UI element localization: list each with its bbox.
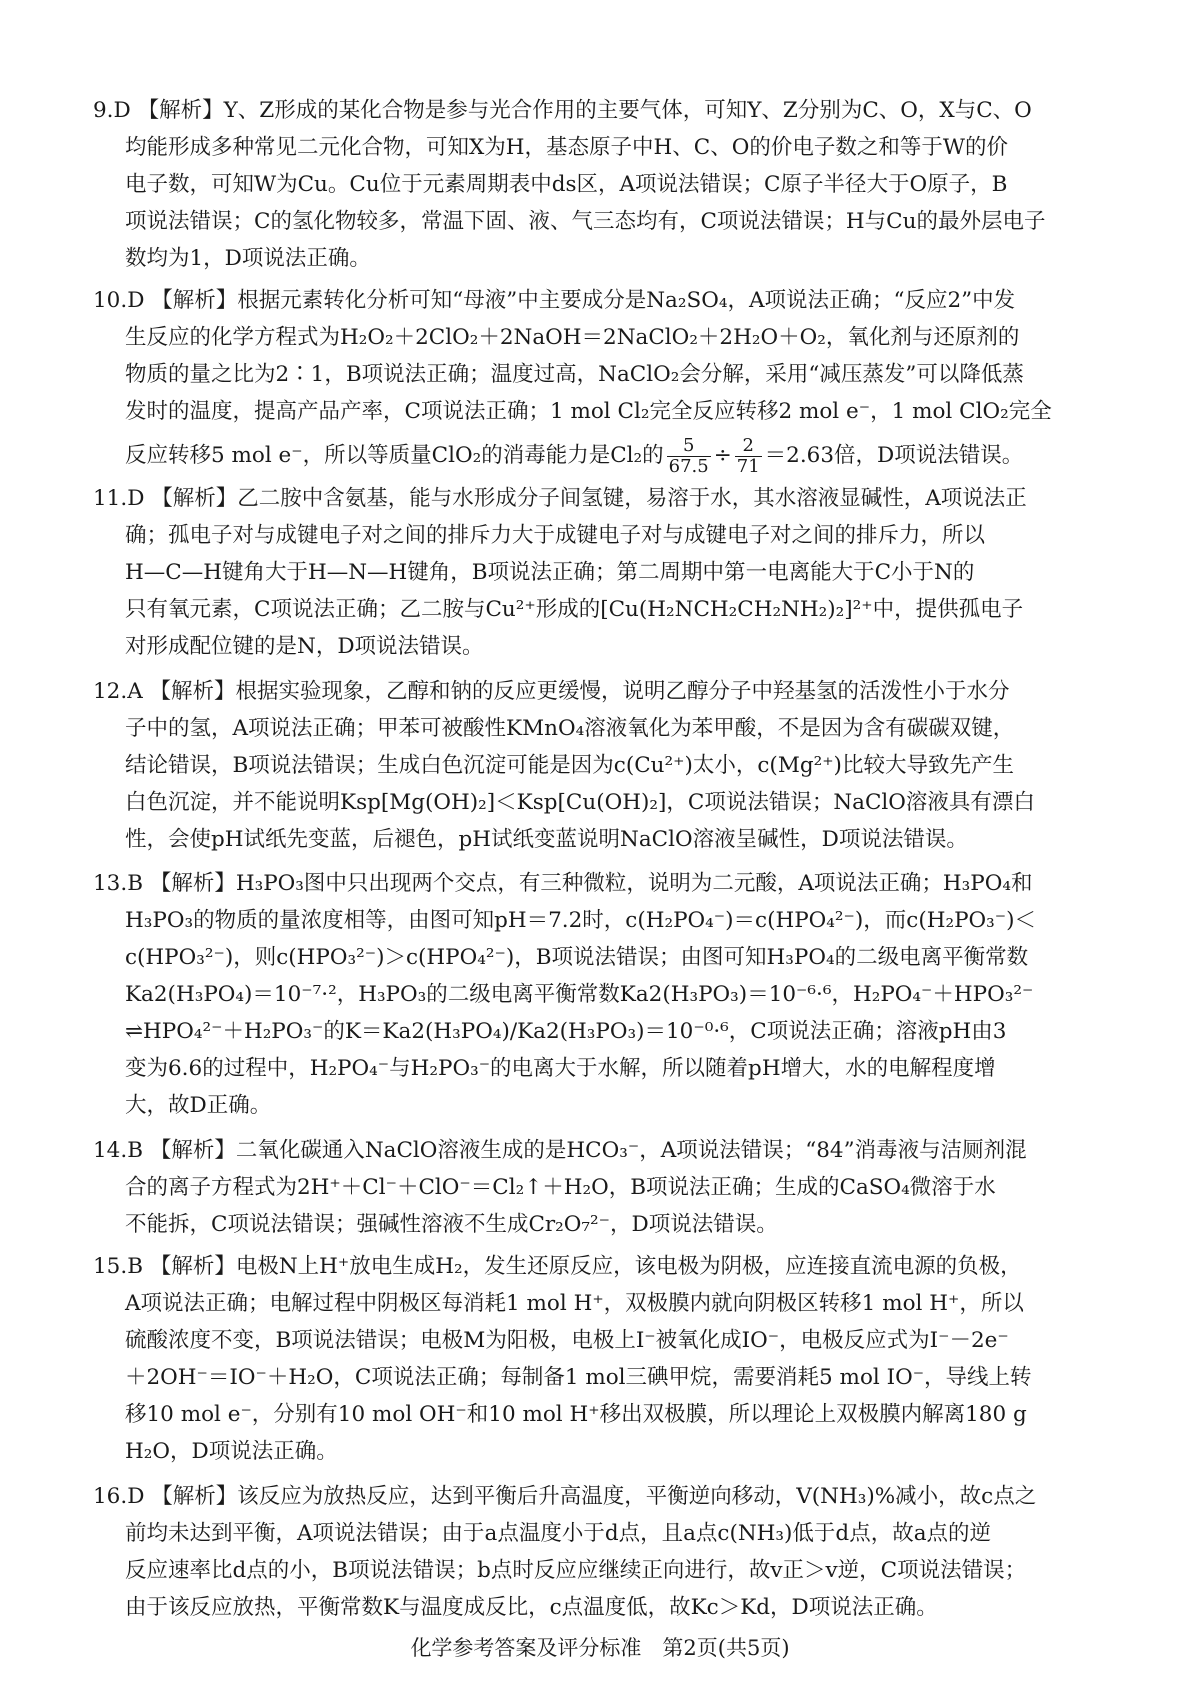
text-line: 生反应的化学方程式为H₂O₂＋2ClO₂＋2NaOH＝2NaClO₂＋2H₂O＋O₂，氧化剂与还原剂的 [125,325,1020,350]
text-line: 由于该反应放热，平衡常数K与温度成反比，c点温度低，故Kc＞Kd，D项说法正确。 [125,1595,938,1620]
answer-item-10 [93,282,1125,482]
text-line: 性，会使pH试纸先变蓝，后褪色，pH试纸变蓝说明NaClO溶液呈碱性，D项说法错误。 [125,827,968,852]
text-line: 10.D 【解析】根据元素转化分析可知“母液”中主要成分是Na₂SO₄，A项说法正确；“反应2”中发 [93,288,1016,313]
answer-item-9 [93,92,1125,277]
answer-item-16 [93,1478,1125,1626]
answer-item-12 [93,673,1125,858]
text-line: 硫酸浓度不变，B项说法错误；电极M为阳极，电极上I⁻被氧化成IO⁻，电极反应式为I⁻－2e⁻ [125,1328,1009,1353]
text-line: 物质的量之比为2∶1，B项说法正确；温度过高，NaClO₂会分解，采用“减压蒸发”可以降低蒸 [125,362,1024,387]
fraction-denominator: 71 [736,455,760,477]
text-line: 白色沉淀，并不能说明Ksp[Mg(OH)₂]＜Ksp[Cu(OH)₂]，C项说法错误；NaClO溶液具有漂白 [125,790,1035,815]
answer-item-13 [93,865,1125,1124]
answer-item-14 [93,1132,1125,1243]
text-line: 9.D 【解析】Y、Z形成的某化合物是参与光合作用的主要气体，可知Y、Z分别为C、O，X与C、O [93,98,1032,123]
answer-item-11 [93,480,1125,665]
fraction-line [93,430,1125,482]
text-line: 11.D 【解析】乙二胺中含氨基，能与水形成分子间氢键，易溶于水，其水溶液显碱性，A项说法正 [93,486,1027,511]
text-line: A项说法正确；电解过程中阴极区每消耗1 mol H⁺，双极膜内就向阴极区转移1 mol H⁺，所以 [125,1291,1024,1316]
text-line: 对形成配位键的是N，D项说法错误。 [125,634,484,659]
text-line: 发时的温度，提高产品产率，C项说法正确；1 mol Cl₂完全反应转移2 mol e⁻，1 mol ClO₂完全 [125,399,1052,424]
text-line: 反应速率比d点的小，B项说法错误；b点时反应应继续正向进行，故v正＞v逆，C项说法错误； [125,1558,1027,1583]
fraction-numerator: 2 [735,436,762,457]
text-line: ＋2OH⁻＝IO⁻＋H₂O，C项说法正确；每制备1 mol三碘甲烷，需要消耗5 mol IO⁻，导线上转 [125,1365,1032,1390]
text-line: 合的离子方程式为2H⁺＋Cl⁻＋ClO⁻＝Cl₂↑＋H₂O，B项说法正确；生成的CaSO₄微溶于水 [125,1175,996,1200]
text-line: Ka2(H₃PO₄)＝10⁻⁷·²，H₃PO₃的二级电离平衡常数Ka2(H₃PO₃)＝10⁻⁶·⁶，H₂PO₄⁻＋HPO₃²⁻ [125,982,1034,1007]
text-line: ⇌HPO₄²⁻＋H₂PO₃⁻的K＝Ka2(H₃PO₄)/Ka2(H₃PO₃)＝10⁻⁰·⁶，C项说法正确；溶液pH由3 [125,1019,1007,1044]
text-line: 15.B 【解析】电极N上H⁺放电生成H₂，发生还原反应，该电极为阴极，应连接直流电源的负极， [93,1254,1022,1279]
text-line: 12.A 【解析】根据实验现象，乙醇和钠的反应更缓慢，说明乙醇分子中羟基氢的活泼性小于水分 [93,679,1010,704]
text-segment: 反应转移5 mol e⁻，所以等质量ClO₂的消毒能力是Cl₂的 [125,443,664,468]
fraction-5-over-67.5 [667,436,711,477]
text-line: 变为6.6的过程中，H₂PO₄⁻与H₂PO₃⁻的电离大于水解，所以随着pH增大，水的电解程度增 [125,1056,996,1081]
answer-item-15 [93,1248,1125,1470]
text-line: 大，故D正确。 [125,1093,272,1118]
fraction-numerator: 5 [667,436,711,457]
text-line: H—C—H键角大于H—N—H键角，B项说法正确；第二周期中第一电离能大于C小于N的 [125,560,975,585]
text-line: 数均为1，D项说法正确。 [125,246,371,271]
text-line: 前均未达到平衡，A项说法错误；由于a点温度小于d点，且a点c(NH₃)低于d点，故a点的逆 [125,1521,992,1546]
text-line: 不能拆，C项说法错误；强碱性溶液不生成Cr₂O₇²⁻，D项说法错误。 [125,1212,778,1237]
text-line: 子中的氢，A项说法正确；甲苯可被酸性KMnO₄溶液氧化为苯甲酸，不是因为含有碳碳双键， [125,716,1015,741]
text-line: 电子数，可知W为Cu。Cu位于元素周期表中ds区，A项说法错误；C原子半径大于O原子，B [125,172,1008,197]
text-line: 16.D 【解析】该反应为放热反应，达到平衡后升高温度，平衡逆向移动，V(NH₃)%减小，故c点之 [93,1484,1037,1509]
fraction-2-over-71 [735,436,762,477]
text-line: 13.B 【解析】H₃PO₃图中只出现两个交点，有三种微粒，说明为二元酸，A项说法正确；H₃PO₄和 [93,871,1033,896]
text-line: 均能形成多种常见二元化合物，可知X为H，基态原子中H、C、O的价电子数之和等于W的价 [125,135,1008,160]
text-line: 项说法错误；C的氢化物较多，常温下固、液、气三态均有，C项说法错误；H与Cu的最外层电子 [125,209,1046,234]
division-sign: ÷ [713,443,732,468]
text-line: H₃PO₃的物质的量浓度相等，由图可知pH＝7.2时，c(H₂PO₄⁻)＝c(HPO₄²⁻)，而c(H₂PO₃⁻)＜ [125,908,1037,933]
text-line: 确；孤电子对与成键电子对之间的排斥力大于成键电子对与成键电子对之间的排斥力，所以 [125,523,986,548]
text-line: 结论错误，B项说法错误；生成白色沉淀可能是因为c(Cu²⁺)太小，c(Mg²⁺)比较大导致先产生 [125,753,1014,778]
text-line: 14.B 【解析】二氧化碳通入NaClO溶液生成的是HCO₃⁻，A项说法错误；“84”消毒液与洁厕剂混 [93,1138,1027,1163]
text-line: 只有氧元素，C项说法正确；乙二胺与Cu²⁺形成的[Cu(H₂NCH₂CH₂NH₂)₂]²⁺中，提供孤电子 [125,597,1024,622]
text-segment: ＝2.63倍，D项说法错误。 [764,443,1024,468]
text-line: 移10 mol e⁻，分别有10 mol OH⁻和10 mol H⁺移出双极膜，所以理论上双极膜内解离180 g [125,1402,1027,1427]
text-line: H₂O，D项说法正确。 [125,1439,338,1464]
text-line: c(HPO₃²⁻)，则c(HPO₃²⁻)＞c(HPO₄²⁻)，B项说法错误；由图可知H₃PO₄的二级电离平衡常数 [125,945,1029,970]
fraction-denominator: 67.5 [668,455,709,477]
page-footer: 化学参考答案及评分标准 第2页(共5页) [410,1636,790,1660]
